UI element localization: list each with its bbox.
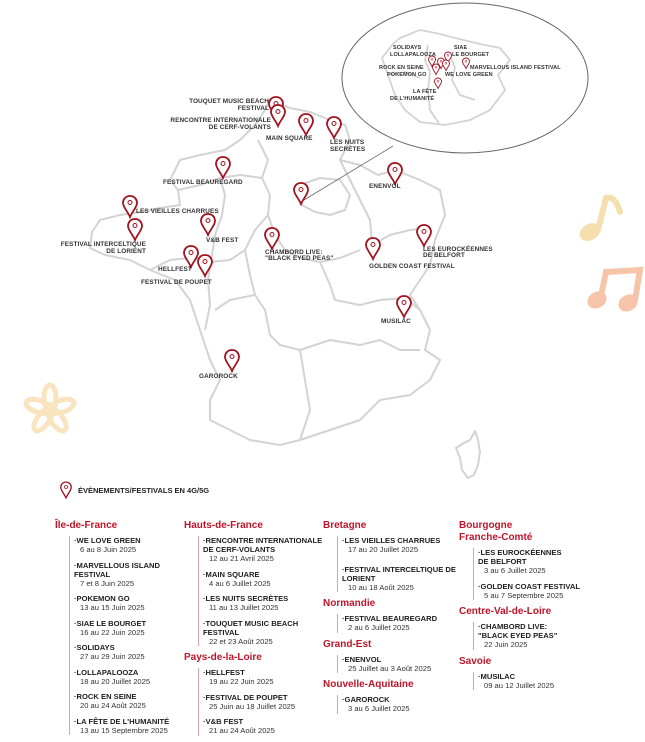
svg-text:FESTIVAL DE POUPET: FESTIVAL DE POUPET [141,279,212,286]
festival-list [337,536,458,592]
svg-text:CHAMBORD LIVE:: CHAMBORD LIVE: [265,249,323,256]
svg-text:LOLLAPALOOZA: LOLLAPALOOZA [390,52,437,58]
svg-text:DE LORIENT: DE LORIENT [106,248,146,255]
svg-text:LES EUROCKÉENNES: LES EUROCKÉENNES [423,246,493,253]
list-item: · LA FÊTE DE L'HUMANITÉ 13 au 15 Septembre 2025 [74,717,185,736]
svg-text:MARVELLOUS ISLAND FESTIVAL: MARVELLOUS ISLAND FESTIVAL [470,65,561,71]
list-item: · LOLLAPALOOZA 18 au 20 Juillet 2025 [74,668,185,687]
festival-list [198,668,329,736]
svg-text:MAIN SQUARE: MAIN SQUARE [266,135,313,142]
svg-text:ENENVOL: ENENVOL [369,183,401,190]
svg-text:LA FÊTE: LA FÊTE [413,89,437,95]
list-item: · WE LOVE GREEN 6 au 8 Juin 2025 [74,536,185,555]
column-4 [459,520,594,696]
svg-text:WE LOVE GREEN: WE LOVE GREEN [445,72,493,78]
svg-text:LES NUITS: LES NUITS [330,139,365,146]
list-item: · TOUQUET MUSIC BEACH FESTIVAL 22 et 23 Août 2025 [203,619,329,647]
festival-list [473,622,594,650]
svg-text:FESTIVAL BEAUREGARD: FESTIVAL BEAUREGARD [163,179,243,186]
svg-text:DE BELFORT: DE BELFORT [423,252,465,259]
festival-list [337,655,458,674]
svg-text:LES VIEILLES CHARRUES: LES VIEILLES CHARRUES [136,208,219,215]
region-title: Savoie [459,655,492,667]
festival-list [198,536,329,646]
region-title: Bourgogne Franche-Comté [459,520,533,543]
svg-text:SOLIDAYS: SOLIDAYS [393,45,422,51]
svg-text:GOLDEN COAST FESTIVAL: GOLDEN COAST FESTIVAL [369,263,455,270]
svg-text:DE L'HUMANITÉ: DE L'HUMANITÉ [390,96,435,102]
legend-label: ÉVÈNEMENTS/FESTIVALS EN 4G/5G [78,485,210,495]
list-item: · FESTIVAL INTERCELTIQUE DE LORIENT 10 au 18 Août 2025 [342,565,458,593]
region-title: Centre-Val-de-Loire [459,606,552,617]
svg-text:ROCK EN SEINE: ROCK EN SEINE [379,65,424,71]
list-item: · LES EUROCKÉENNES DE BELFORT 3 au 6 Juillet 2025 [478,548,594,576]
list-item: · ROCK EN SEINE 20 au 24 Août 2025 [74,692,185,711]
france-regions [90,100,480,478]
region-title: Île-de-France [55,520,118,531]
svg-text:V&B FEST: V&B FEST [206,237,239,244]
region-title: Pays-de-la-Loire [184,652,262,663]
list-item: · GAROROCK 3 au 6 Juillet 2025 [342,695,458,714]
list-item: · RENCONTRE INTERNATIONALE DE CERF-VOLANTS 12 au 21 Avril 2025 [203,536,329,564]
svg-text:HELLFEST: HELLFEST [158,266,192,273]
flower-icon [24,385,75,434]
svg-text:GAROROCK: GAROROCK [199,373,238,380]
list-item: · SOLIDAYS 27 au 29 Juin 2025 [74,643,185,662]
svg-text:LE BOURGET: LE BOURGET [452,52,490,58]
festival-list [69,536,185,735]
list-item: · LES NUITS SECRÈTES 11 au 13 Juillet 2025 [203,594,329,613]
svg-text:FESTIVAL: FESTIVAL [237,105,269,112]
region-title: Nouvelle-Aquitaine [323,679,414,690]
paris-inset [342,3,588,153]
svg-text:SIAE: SIAE [454,45,468,51]
list-item: · POKEMON GO 13 au 15 Juin 2025 [74,594,185,613]
svg-text:"BLACK EYED PEAS": "BLACK EYED PEAS" [265,255,334,262]
svg-text:MUSILAC: MUSILAC [381,318,411,325]
column-1 [55,520,185,741]
region-title: Bretagne [323,520,367,531]
list-item: · MARVELLOUS ISLAND FESTIVAL 7 et 8 Juin 2025 [74,561,185,589]
map-legend [60,481,209,499]
festival-list [473,672,594,691]
region-title: Normandie [323,598,376,609]
festival-list [473,548,594,600]
list-item: · MAIN SQUARE 4 au 6 Juillet 2025 [203,570,329,589]
column-2 [184,520,329,742]
map-pin-icon [60,481,72,499]
region-title: Hauts-de-France [184,520,263,531]
svg-text:TOUQUET MUSIC BEACH: TOUQUET MUSIC BEACH [189,98,269,105]
list-item: · GOLDEN COAST FESTIVAL 5 au 7 Septembre 2025 [478,582,594,601]
list-item: · FESTIVAL BEAUREGARD 2 au 6 Juillet 2025 [342,614,458,633]
list-item: · LES VIEILLES CHARRUES 17 au 20 Juillet 2025 [342,536,458,555]
list-item: · MUSILAC 09 au 12 Juillet 2025 [478,672,594,691]
list-item: · V&B FEST 21 au 24 Août 2025 [203,717,329,736]
list-item: · ENENVOL 25 Juillet au 3 Août 2025 [342,655,458,674]
list-item: · CHAMBORD LIVE: "BLACK EYED PEAS" 22 Juin 2025 [478,622,594,650]
svg-text:DE CERF-VOLANTS: DE CERF-VOLANTS [208,124,271,131]
list-item: · SIAE LE BOURGET 16 au 22 Juin 2025 [74,619,185,638]
svg-text:RENCONTRE INTERNATIONALE: RENCONTRE INTERNATIONALE [170,117,271,124]
double-music-note-icon [588,270,640,311]
svg-text:POKEMON GO: POKEMON GO [387,72,427,78]
festival-list [337,695,458,714]
region-title: Grand-Est [323,638,372,650]
column-3 [323,520,458,720]
music-note-icon [581,198,620,241]
svg-text:FESTIVAL INTERCELTIQUE: FESTIVAL INTERCELTIQUE [60,241,146,248]
festival-list [337,614,458,633]
list-item: · FESTIVAL DE POUPET 25 Juin au 18 Juillet 2025 [203,693,329,712]
list-item: · HELLFEST 19 au 22 Juin 2025 [203,668,329,687]
svg-text:SECRÈTES: SECRÈTES [330,146,366,153]
